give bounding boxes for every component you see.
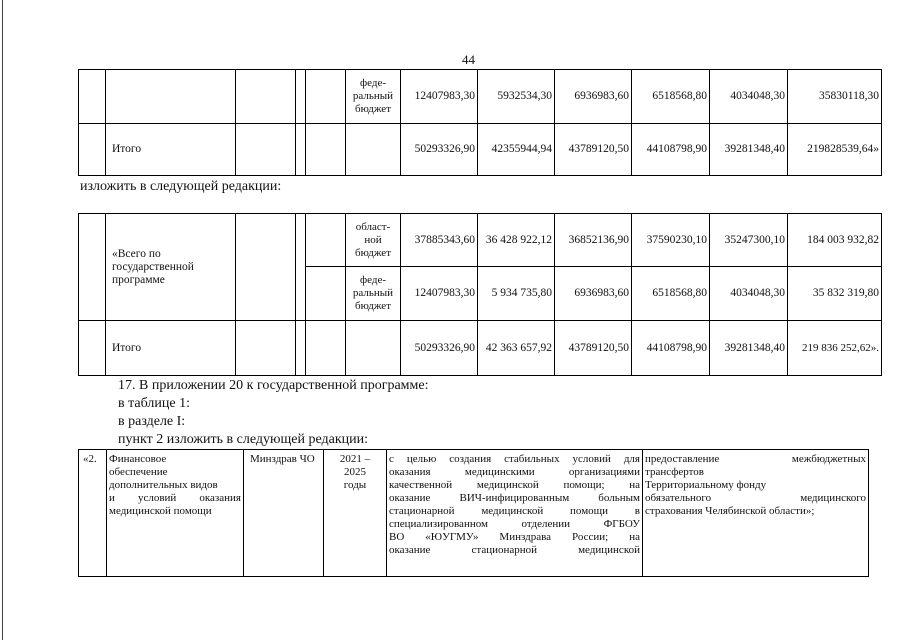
purpose-line: специализированном отделении ФГБОУ <box>389 518 640 530</box>
result-line: предоставление межбюджетных <box>645 453 866 465</box>
purpose-line: оказание стационарной медицинской <box>389 544 640 556</box>
value-cell: 6518568,80 <box>632 70 710 124</box>
value-cell: 219828539,64» <box>788 124 882 176</box>
source-line: област- <box>355 220 391 233</box>
value-cell: 50293326,90 <box>401 321 478 376</box>
value-cell: 184 003 932,82 <box>788 214 882 267</box>
source-line: феде- <box>359 274 386 286</box>
result <box>643 450 869 577</box>
value-cell: 44108798,90 <box>632 124 710 176</box>
value-cell: 6936983,60 <box>555 70 632 124</box>
purpose <box>387 450 643 577</box>
paragraph-section-1: в разделе I: <box>118 414 186 429</box>
measure-name-line: медицинской помощи <box>109 505 212 517</box>
program-label <box>106 214 236 321</box>
paragraph-item-17: 17. В приложении 20 к государственной программе: <box>118 378 429 393</box>
value-cell: 35830118,30 <box>788 70 882 124</box>
source-line: ральный <box>352 90 394 102</box>
table-row-federal <box>79 70 882 124</box>
value-cell: 5 934 735,80 <box>478 267 555 321</box>
measure-name-line: обеспечение <box>109 466 168 478</box>
value-cell: 4034048,30 <box>710 70 788 124</box>
program-label-line: государственной <box>112 260 194 273</box>
source-line: ной <box>364 233 382 246</box>
measure-name <box>107 450 244 577</box>
value-cell: 37885343,60 <box>401 214 478 267</box>
source-line: ральный <box>352 287 394 299</box>
source-cell <box>346 214 401 267</box>
source-cell <box>346 70 401 124</box>
measure-name-line: Финансовое <box>109 453 167 465</box>
paragraph-table-1: в таблице 1: <box>118 396 190 411</box>
source-line: бюджет <box>355 246 391 259</box>
value-cell: 36 428 922,12 <box>478 214 555 267</box>
page-number: 44 <box>462 52 475 67</box>
value-cell: 5932534,30 <box>478 70 555 124</box>
purpose-line: стационарной медицинской помощи в <box>389 505 640 517</box>
period-line: 2021 – <box>339 453 371 465</box>
edition-text: изложить в следующей редакции: <box>80 179 282 194</box>
purpose-line: качественной медицинской помощи; на <box>389 479 640 491</box>
table-row <box>79 450 869 577</box>
period-line: 2025 <box>344 466 366 478</box>
value-cell: 35 832 319,80 <box>788 267 882 321</box>
period <box>324 450 387 577</box>
value-cell: 36852136,90 <box>555 214 632 267</box>
measure-table <box>78 449 869 577</box>
value-cell: 44108798,90 <box>632 321 710 376</box>
value-cell: 42 363 657,92 <box>478 321 555 376</box>
program-label-line: программе <box>112 273 165 286</box>
row-label: Итого <box>106 321 236 376</box>
value-cell: 39281348,40 <box>710 321 788 376</box>
period-line: годы <box>343 479 367 491</box>
funding-table-new <box>78 213 882 376</box>
purpose-line: оказания медицинскими организациями <box>389 466 640 478</box>
result-line: трансфертов <box>645 466 704 478</box>
row-label: Итого <box>106 124 236 176</box>
value-cell: 12407983,30 <box>401 267 478 321</box>
item-number: «2. <box>79 450 107 577</box>
table-row-total <box>79 124 882 176</box>
value-cell: 43789120,50 <box>555 124 632 176</box>
value-cell: 50293326,90 <box>401 124 478 176</box>
purpose-line: ВО «ЮУГМУ» Минздрава России; на <box>389 531 640 543</box>
value-cell: 37590230,10 <box>632 214 710 267</box>
purpose-line: оказание ВИЧ-инфицированным больным <box>389 492 640 504</box>
value-cell: 43789120,50 <box>555 321 632 376</box>
value-cell: 6936983,60 <box>555 267 632 321</box>
funding-table-old <box>78 69 882 176</box>
value-cell: 35247300,10 <box>710 214 788 267</box>
executor: Минздрав ЧО <box>244 450 324 577</box>
program-label-line: «Всего по <box>112 247 161 260</box>
source-line: феде- <box>359 77 386 89</box>
purpose-line: с целью создания стабильных условий для <box>389 453 640 465</box>
value-cell: 4034048,30 <box>710 267 788 321</box>
page-edge-line <box>2 0 3 640</box>
value-cell: 42355944,94 <box>478 124 555 176</box>
value-cell: 39281348,40 <box>710 124 788 176</box>
measure-name-line: дополнительных видов <box>109 479 218 491</box>
table-row-total <box>79 321 882 376</box>
value-cell: 219 836 252,62». <box>788 321 882 376</box>
source-line: бюджет <box>355 103 391 115</box>
value-cell: 12407983,30 <box>401 70 478 124</box>
result-line: страхования Челябинской области»; <box>645 505 815 517</box>
paragraph-point-2: пункт 2 изложить в следующей редакции: <box>118 432 368 447</box>
result-line: Территориальному фонду <box>645 479 767 491</box>
result-line: обязательного медицинского <box>645 492 866 504</box>
source-line: бюджет <box>355 300 391 312</box>
value-cell: 6518568,80 <box>632 267 710 321</box>
measure-name-line: и условий оказания <box>109 492 241 504</box>
source-cell <box>346 267 401 321</box>
table-row-regional <box>79 214 882 267</box>
